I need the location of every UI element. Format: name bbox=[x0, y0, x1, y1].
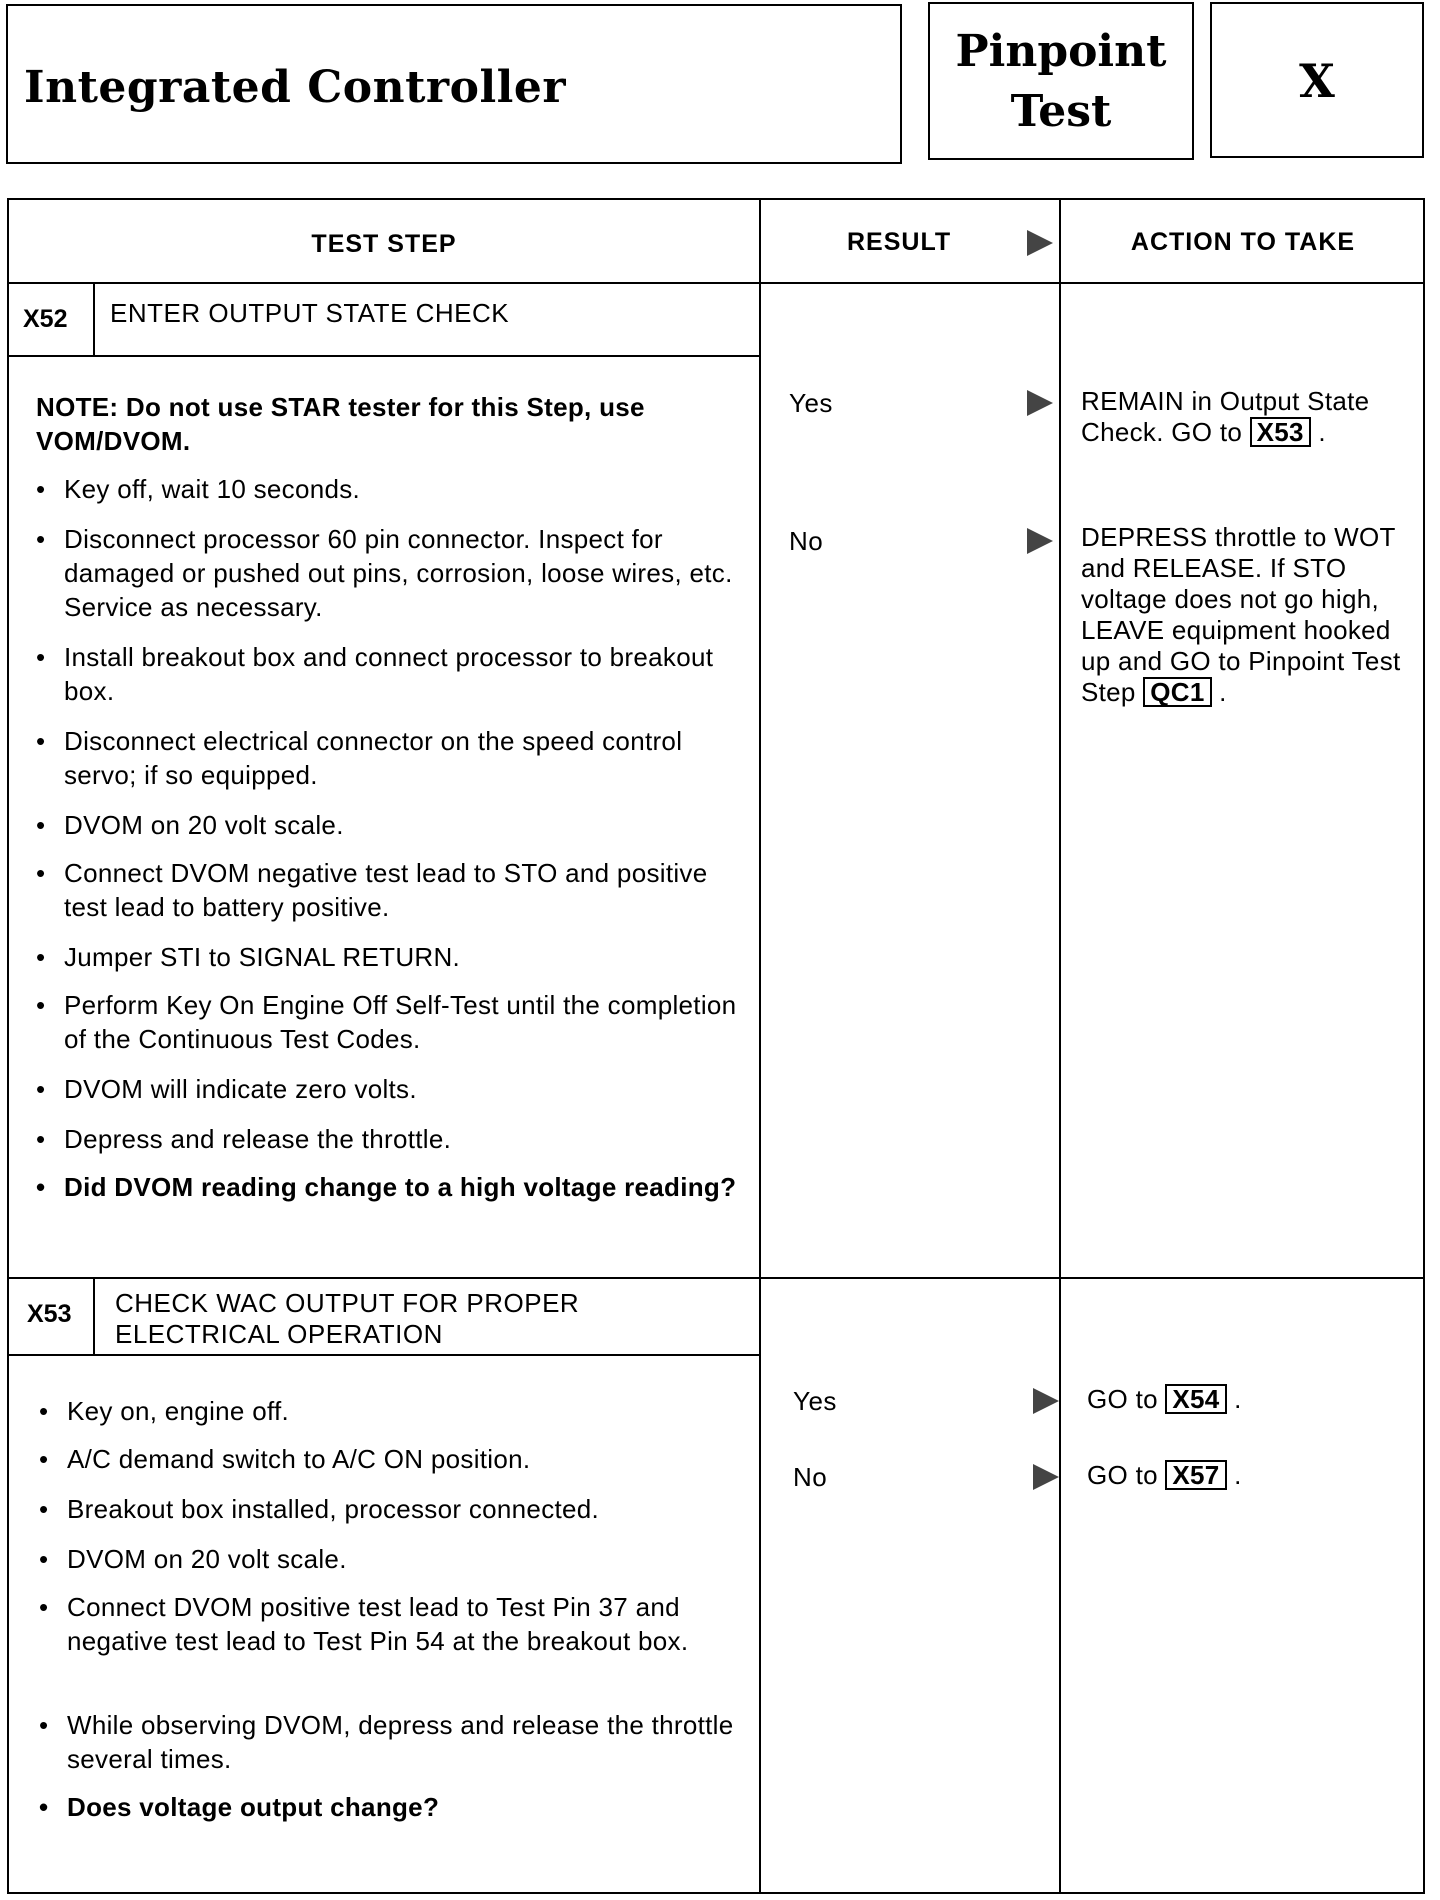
header-pinpoint-line2: Test bbox=[1010, 86, 1112, 137]
action-no-period: . bbox=[1219, 677, 1227, 707]
step-note-text: NOTE: Do not use STAR tester for this Step, use VOM/DVOM. bbox=[36, 392, 645, 456]
header-row-divider bbox=[9, 282, 1425, 284]
action-no-period: . bbox=[1234, 1460, 1242, 1490]
column-divider-action bbox=[1059, 200, 1061, 1894]
step-bullet: • A/C demand switch to A/C ON position. bbox=[39, 1442, 757, 1476]
step-id-divider bbox=[93, 1277, 95, 1355]
arrow-icon bbox=[1033, 1464, 1059, 1490]
step-divider bbox=[9, 1277, 1425, 1279]
action-yes bbox=[1087, 1384, 1417, 1415]
step-title: ENTER OUTPUT STATE CHECK bbox=[110, 298, 510, 328]
step-ref-x54: X54 bbox=[1165, 1384, 1226, 1414]
step-bullet: • DVOM will indicate zero volts. bbox=[36, 1072, 754, 1106]
column-header-result: RESULT bbox=[847, 228, 952, 256]
step-bullet: • Disconnect electrical connector on the speed control servo; if so equipped. bbox=[36, 724, 754, 792]
action-yes bbox=[1081, 386, 1411, 448]
action-yes-text: REMAIN in Output State Check. GO to bbox=[1081, 386, 1370, 447]
action-no bbox=[1081, 522, 1413, 708]
step-bullet: • Disconnect processor 60 pin connector. Inspect for damaged or pushed out pins, corrosion, loose wires, etc. Service as necessary. bbox=[36, 522, 754, 624]
step-bullet: • While observing DVOM, depress and release the throttle several times. bbox=[39, 1708, 757, 1776]
action-no-text: DEPRESS throttle to WOT and RELEASE. If STO voltage does not go high, LEAVE equipment hooked up and GO to Pinpoint Test Step bbox=[1081, 522, 1401, 707]
step-note bbox=[36, 390, 726, 458]
column-divider-result bbox=[759, 200, 761, 1894]
result-yes: Yes bbox=[789, 388, 833, 418]
arrow-icon bbox=[1027, 390, 1053, 416]
step-bullet: • DVOM on 20 volt scale. bbox=[39, 1542, 757, 1576]
header-test-letter: X bbox=[1299, 54, 1335, 108]
step-bullet: • Install breakout box and connect processor to breakout box. bbox=[36, 640, 754, 708]
action-yes-period: . bbox=[1318, 417, 1326, 447]
step-id-divider bbox=[93, 282, 95, 356]
step-title-divider bbox=[9, 355, 761, 357]
step-bullet: • Key on, engine off. bbox=[39, 1394, 757, 1428]
step-bullet: • Key off, wait 10 seconds. bbox=[36, 472, 754, 506]
arrow-icon bbox=[1027, 528, 1053, 554]
action-no-text: GO to bbox=[1087, 1460, 1158, 1490]
step-bullet: • DVOM on 20 volt scale. bbox=[36, 808, 754, 842]
result-no: No bbox=[789, 526, 824, 556]
step-bullet: • Connect DVOM positive test lead to Test Pin 37 and negative test lead to Test Pin 54 at the breakout box. bbox=[39, 1590, 757, 1658]
step-bullet: • Breakout box installed, processor connected. bbox=[39, 1492, 757, 1526]
test-table bbox=[7, 198, 1425, 1894]
header-title: Integrated Controller bbox=[24, 62, 567, 113]
column-header-test-step: TEST STEP bbox=[311, 230, 457, 258]
action-yes-text: GO to bbox=[1087, 1384, 1158, 1414]
step-id: X52 bbox=[23, 305, 68, 333]
step-bullet: • Perform Key On Engine Off Self-Test until the completion of the Continuous Test Codes. bbox=[36, 988, 754, 1056]
step-bullet: • Jumper STI to SIGNAL RETURN. bbox=[36, 940, 754, 974]
step-ref-qc1: QC1 bbox=[1143, 677, 1211, 707]
action-no bbox=[1087, 1460, 1417, 1491]
step-title-divider bbox=[9, 1354, 761, 1356]
step-ref-x53: X53 bbox=[1250, 417, 1311, 447]
result-yes: Yes bbox=[793, 1386, 837, 1416]
step-bullet: • Connect DVOM negative test lead to STO and positive test lead to battery positive. bbox=[36, 856, 754, 924]
column-header-action: ACTION TO TAKE bbox=[1130, 228, 1356, 256]
arrow-icon bbox=[1033, 1388, 1059, 1414]
result-no: No bbox=[793, 1462, 828, 1492]
header-pinpoint-line1: Pinpoint bbox=[955, 26, 1167, 77]
header-test-letter-box bbox=[1210, 2, 1424, 158]
step-bullet: • Depress and release the throttle. bbox=[36, 1122, 754, 1156]
step-title: CHECK WAC OUTPUT FOR PROPER ELECTRICAL OPERATION bbox=[115, 1288, 580, 1349]
step-question: • Does voltage output change? bbox=[39, 1790, 757, 1824]
header-title-box bbox=[6, 4, 902, 164]
header-pinpoint-box bbox=[928, 2, 1194, 160]
action-yes-period: . bbox=[1234, 1384, 1242, 1414]
step-ref-x57: X57 bbox=[1165, 1460, 1226, 1490]
result-header-arrow-icon bbox=[1027, 230, 1053, 256]
step-question: • Did DVOM reading change to a high voltage reading? bbox=[36, 1170, 754, 1204]
step-id: X53 bbox=[27, 1300, 72, 1328]
